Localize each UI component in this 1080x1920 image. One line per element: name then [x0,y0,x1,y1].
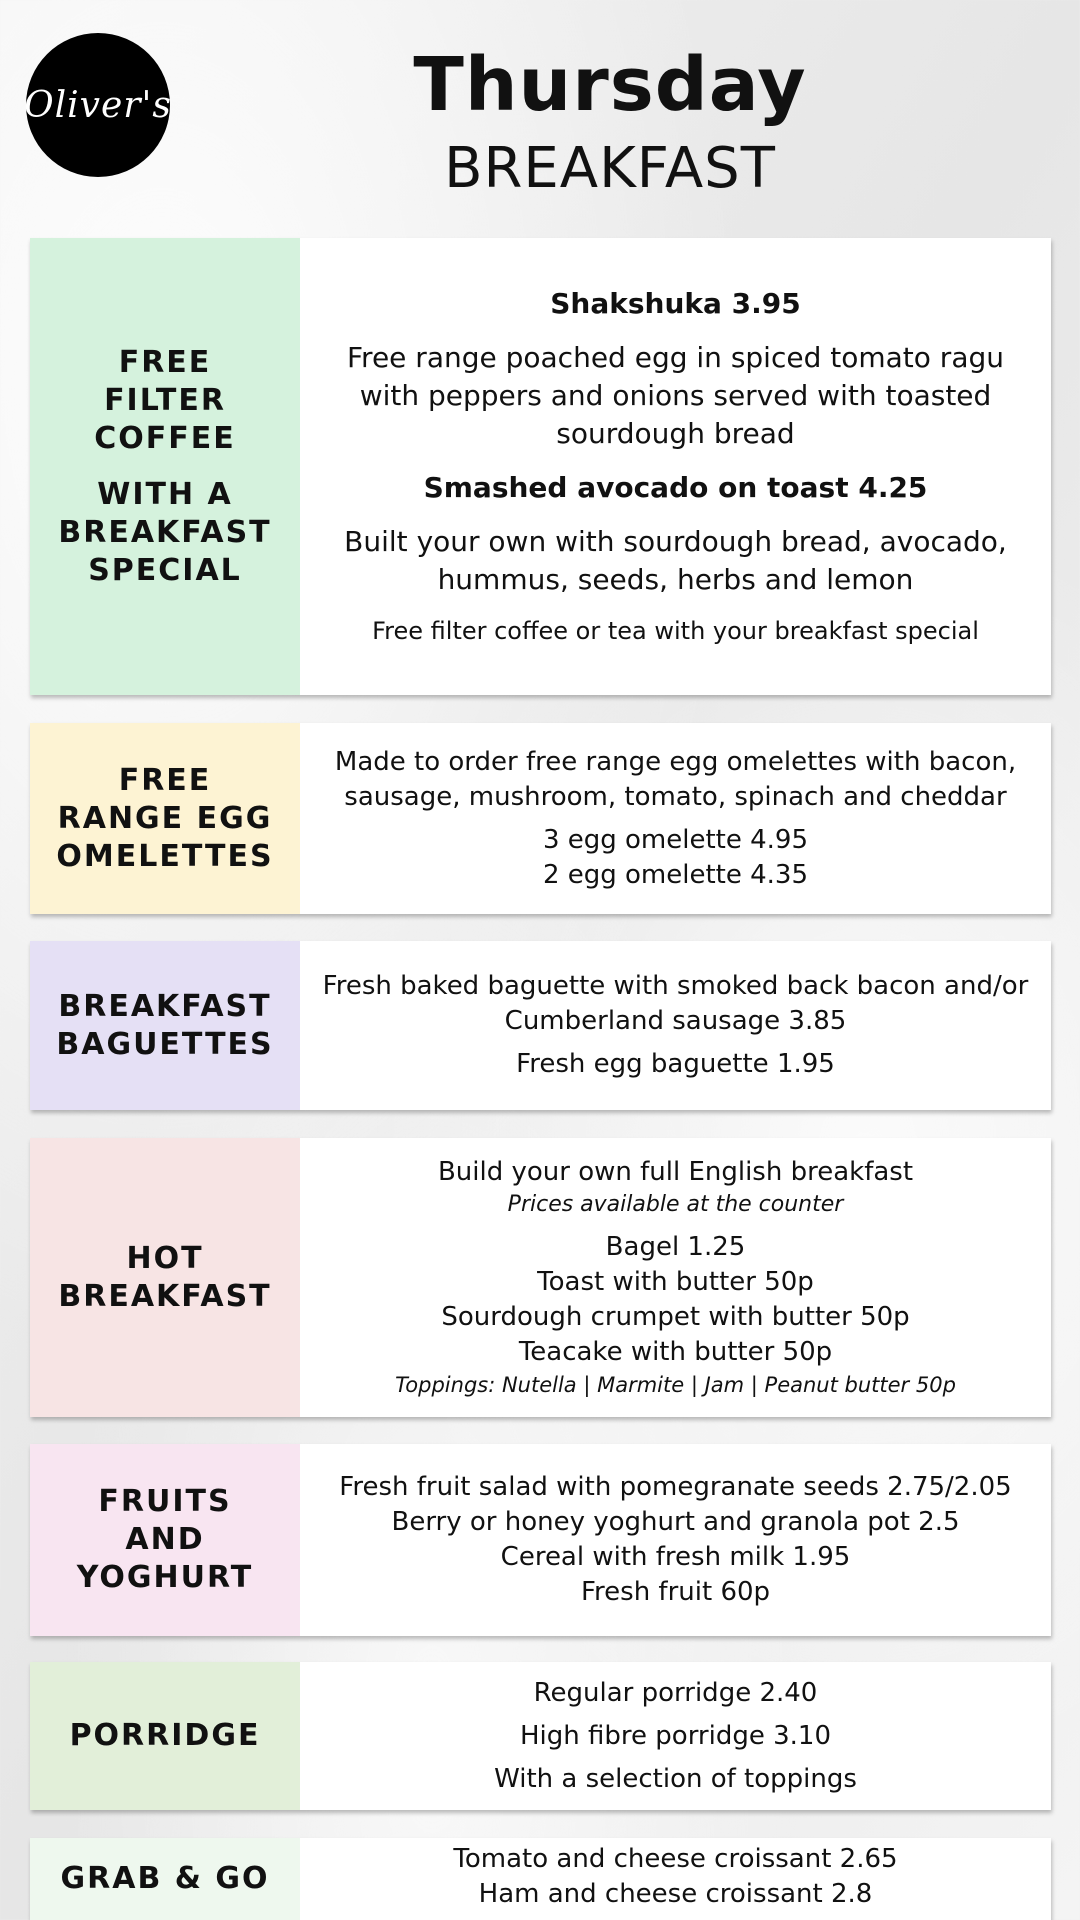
section-hot-breakfast [30,1138,1051,1417]
menu-header [250,40,970,204]
section-label-hot: HOT BREAKFAST [30,1138,300,1417]
item-2-egg-omelette: 2 egg omelette 4.35 [542,859,809,890]
item-yoghurt-pot: Berry or honey yoghurt and granola pot 2.5 [391,1507,960,1537]
item-egg-baguette: Fresh egg baguette 1.95 [516,1049,835,1079]
item-cereal: Cereal with fresh milk 1.95 [500,1542,851,1572]
olivers-logo [26,33,170,177]
meal-title: BREAKFAST [444,136,776,201]
baguettes-desc: Fresh baked baguette with smoked back bacon and/or Cumberland sausage 3.85 [322,971,1029,1036]
section-content-grab [300,1838,1051,1912]
section-baguettes [30,941,1051,1110]
section-label-omelettes: FREE RANGE EGG OMELETTES [30,723,300,914]
item-ham-croissant: Ham and cheese croissant 2.8 [478,1879,873,1909]
item-fruit-salad: Fresh fruit salad with pomegranate seeds 2.75/2.05 [339,1472,1012,1502]
section-fruits-yoghurt [30,1444,1051,1636]
item-fresh-fruit: Fresh fruit 60p [580,1577,771,1607]
logo-text: Oliver's [24,84,172,126]
section-content-special [300,238,1051,695]
item-avocado-title: Smashed avocado on toast 4.25 [423,471,928,504]
section-label-porridge: PORRIDGE [30,1662,300,1810]
item-bagel: Bagel 1.25 [605,1232,746,1262]
hot-toppings: Toppings: Nutella | Marmite | Jam | Peanut butter 50p [395,1373,956,1397]
item-shakshuka-desc: Free range poached egg in spiced tomato ragu with peppers and onions served with toasted sourdough bread [346,341,1004,450]
special-note: Free filter coffee or tea with your breakfast special [372,617,979,645]
item-high-fibre-porridge: High fibre porridge 3.10 [520,1720,831,1751]
section-breakfast-special [30,238,1051,695]
item-avocado-desc: Built your own with sourdough bread, avocado, hummus, seeds, herbs and lemon [344,525,1007,596]
item-tomato-croissant: Tomato and cheese croissant 2.65 [453,1844,898,1874]
section-porridge [30,1662,1051,1810]
day-title: Thursday [413,42,807,128]
section-content-omelettes [300,723,1051,914]
section-content-porridge [300,1662,1051,1810]
section-omelettes [30,723,1051,914]
item-3-egg-omelette: 3 egg omelette 4.95 [542,824,809,855]
item-teacake: Teacake with butter 50p [518,1337,833,1367]
label-with-breakfast-special: WITH A BREAKFAST SPECIAL [58,476,272,588]
item-regular-porridge: Regular porridge 2.40 [533,1677,818,1708]
section-content-baguettes [300,941,1051,1110]
section-label-grab: GRAB & GO [30,1838,300,1920]
porridge-toppings: With a selection of toppings [494,1763,857,1794]
hot-price-note: Prices available at the counter [507,1192,844,1217]
section-label-fruits: FRUITS AND YOGHURT [30,1444,300,1636]
item-crumpet: Sourdough crumpet with butter 50p [441,1302,910,1332]
section-grab-and-go [30,1838,1051,1920]
item-shakshuka-title: Shakshuka 3.95 [550,287,801,320]
section-label-special [30,238,300,695]
section-content-hot [300,1138,1051,1417]
item-toast: Toast with butter 50p [537,1267,814,1297]
section-label-baguettes: BREAKFAST BAGUETTES [30,941,300,1110]
omelettes-desc: Made to order free range egg omelettes with bacon, sausage, mushroom, tomato, spinach and cheddar [334,746,1017,812]
section-content-fruits [300,1444,1051,1636]
label-free-filter-coffee: FREE FILTER COFFEE [94,344,236,456]
hot-title: Build your own full English breakfast [437,1157,914,1187]
